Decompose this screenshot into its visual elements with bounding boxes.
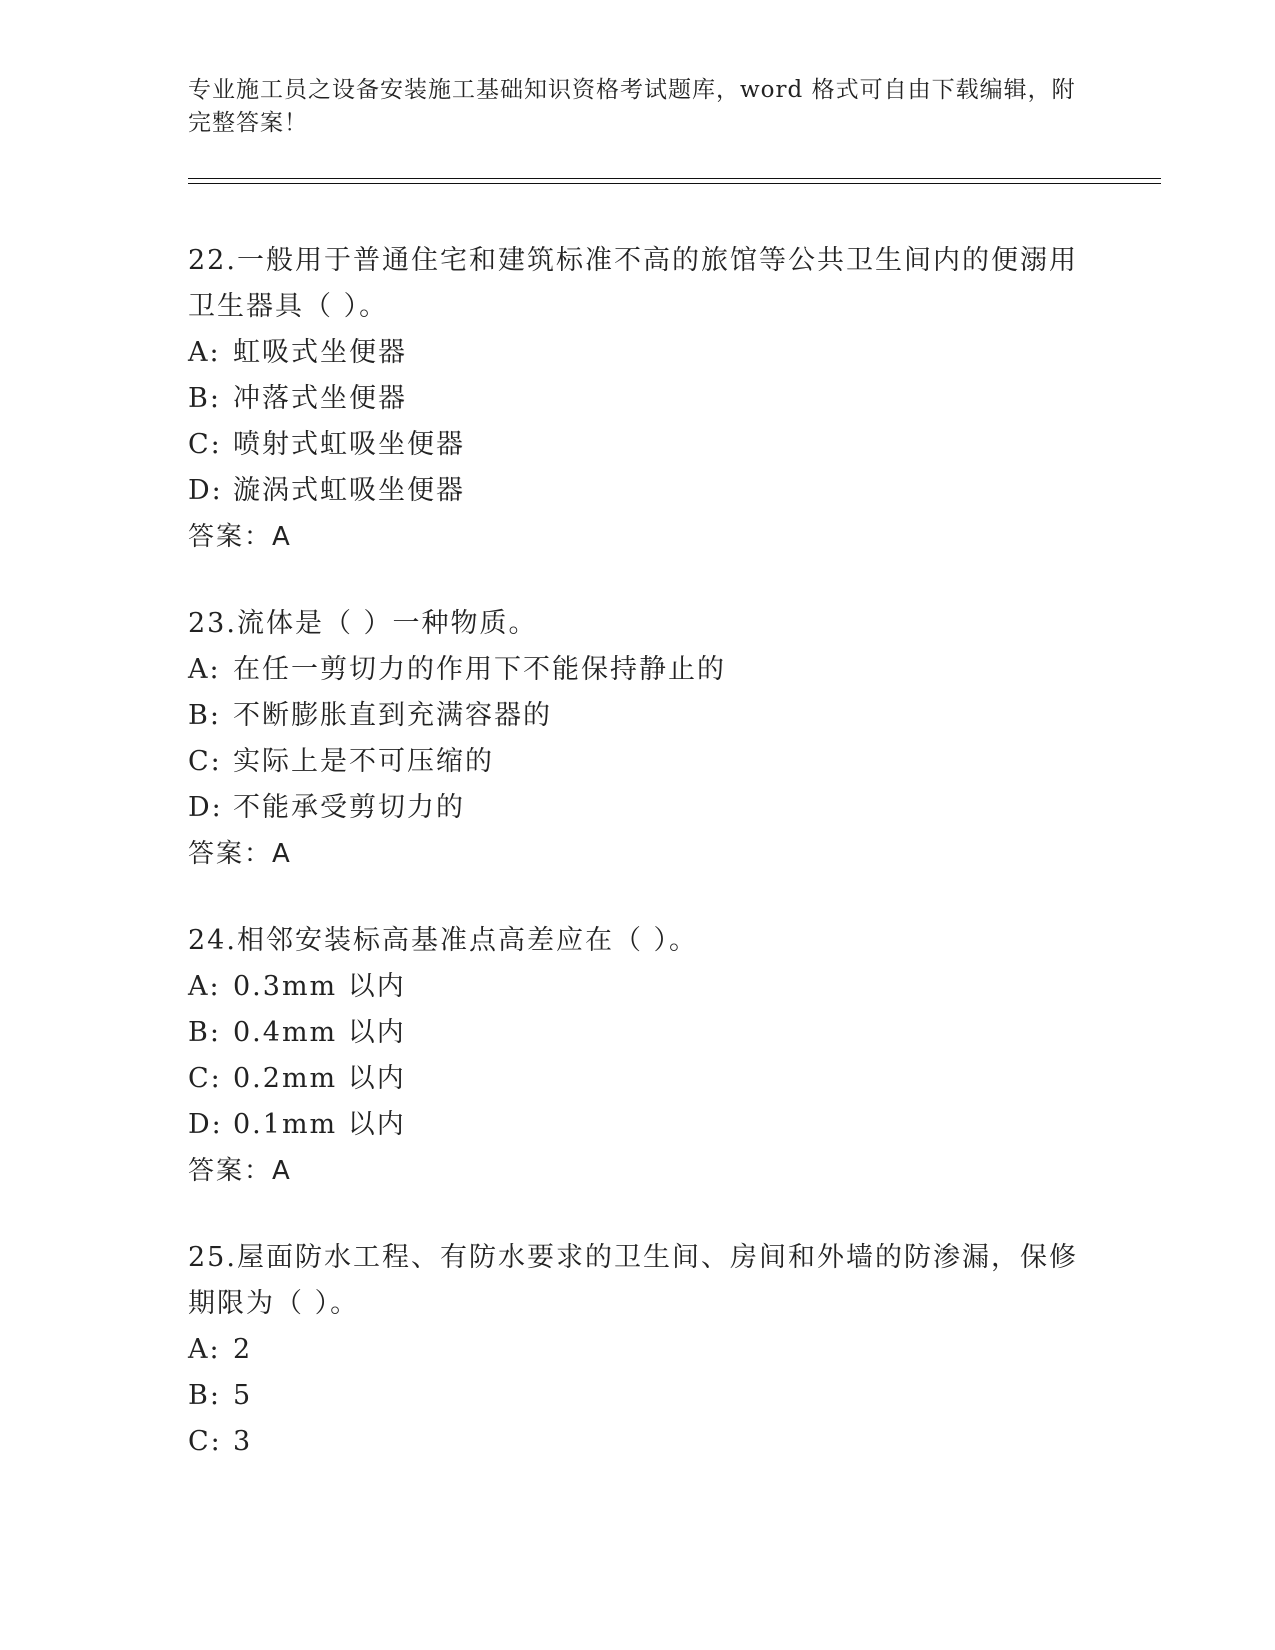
option-text: 漩涡式虹吸坐便器 bbox=[233, 475, 465, 506]
question-22 bbox=[188, 238, 1088, 560]
option-d bbox=[188, 785, 1088, 831]
option-label: B: bbox=[188, 700, 221, 731]
question-stem: 25.屋面防水工程、有防水要求的卫生间、房间和外墙的防渗漏，保修期限为（ ）。 bbox=[188, 1242, 1078, 1319]
question-list bbox=[188, 238, 1088, 1506]
option-b bbox=[188, 1373, 1088, 1419]
option-label: B: bbox=[188, 1017, 221, 1048]
option-label: C: bbox=[188, 429, 222, 460]
option-label: A: bbox=[188, 654, 221, 685]
option-label: C: bbox=[188, 1063, 222, 1094]
option-label: D: bbox=[188, 792, 223, 823]
option-text: 5 bbox=[233, 1380, 253, 1411]
question-stem: 24.相邻安装标高基准点高差应在（ ）。 bbox=[188, 925, 699, 956]
option-label: B: bbox=[188, 383, 221, 414]
option-label: C: bbox=[188, 746, 222, 777]
option-text: 不断膨胀直到充满容器的 bbox=[233, 700, 552, 731]
option-label: A: bbox=[188, 337, 221, 368]
question-stem: 22.一般用于普通住宅和建筑标准不高的旅馆等公共卫生间内的便溺用卫生器具（ ）。 bbox=[188, 245, 1078, 322]
option-text: 0.3mm 以内 bbox=[233, 971, 406, 1002]
answer-line: 答案：A bbox=[188, 522, 292, 552]
option-text: 实际上是不可压缩的 bbox=[233, 746, 494, 777]
option-text: 0.1mm 以内 bbox=[233, 1109, 406, 1140]
option-a bbox=[188, 964, 1088, 1010]
option-text: 喷射式虹吸坐便器 bbox=[233, 429, 465, 460]
option-c bbox=[188, 739, 1088, 785]
option-label: A: bbox=[188, 1334, 221, 1365]
option-a bbox=[188, 330, 1088, 376]
option-label: D: bbox=[188, 475, 223, 506]
option-label: A: bbox=[188, 971, 221, 1002]
option-c bbox=[188, 1056, 1088, 1102]
option-label: C: bbox=[188, 1426, 222, 1457]
option-text: 冲落式坐便器 bbox=[233, 383, 407, 414]
question-24 bbox=[188, 918, 1088, 1194]
answer-line: 答案：A bbox=[188, 1156, 292, 1186]
option-text: 不能承受剪切力的 bbox=[233, 792, 465, 823]
document-header: 专业施工员之设备安装施工基础知识资格考试题库，word 格式可自由下载编辑，附完整答案！ bbox=[188, 77, 1076, 136]
option-text: 0.2mm 以内 bbox=[233, 1063, 406, 1094]
question-23 bbox=[188, 601, 1088, 877]
option-c bbox=[188, 1419, 1088, 1465]
header-divider-bottom bbox=[188, 183, 1161, 184]
option-label: D: bbox=[188, 1109, 223, 1140]
option-text: 虹吸式坐便器 bbox=[233, 337, 407, 368]
option-text: 2 bbox=[233, 1334, 253, 1365]
option-a bbox=[188, 1327, 1088, 1373]
option-text: 0.4mm 以内 bbox=[233, 1017, 406, 1048]
option-text: 在任一剪切力的作用下不能保持静止的 bbox=[233, 654, 726, 685]
question-stem: 23.流体是（ ）一种物质。 bbox=[188, 608, 538, 639]
option-b bbox=[188, 693, 1088, 739]
header-divider-top bbox=[188, 178, 1161, 179]
option-b bbox=[188, 376, 1088, 422]
option-d bbox=[188, 1102, 1088, 1148]
option-b bbox=[188, 1010, 1088, 1056]
option-a bbox=[188, 647, 1088, 693]
option-label: B: bbox=[188, 1380, 221, 1411]
question-25 bbox=[188, 1235, 1088, 1465]
option-c bbox=[188, 422, 1088, 468]
option-d bbox=[188, 468, 1088, 514]
option-text: 3 bbox=[233, 1426, 253, 1457]
answer-line: 答案：A bbox=[188, 839, 292, 869]
